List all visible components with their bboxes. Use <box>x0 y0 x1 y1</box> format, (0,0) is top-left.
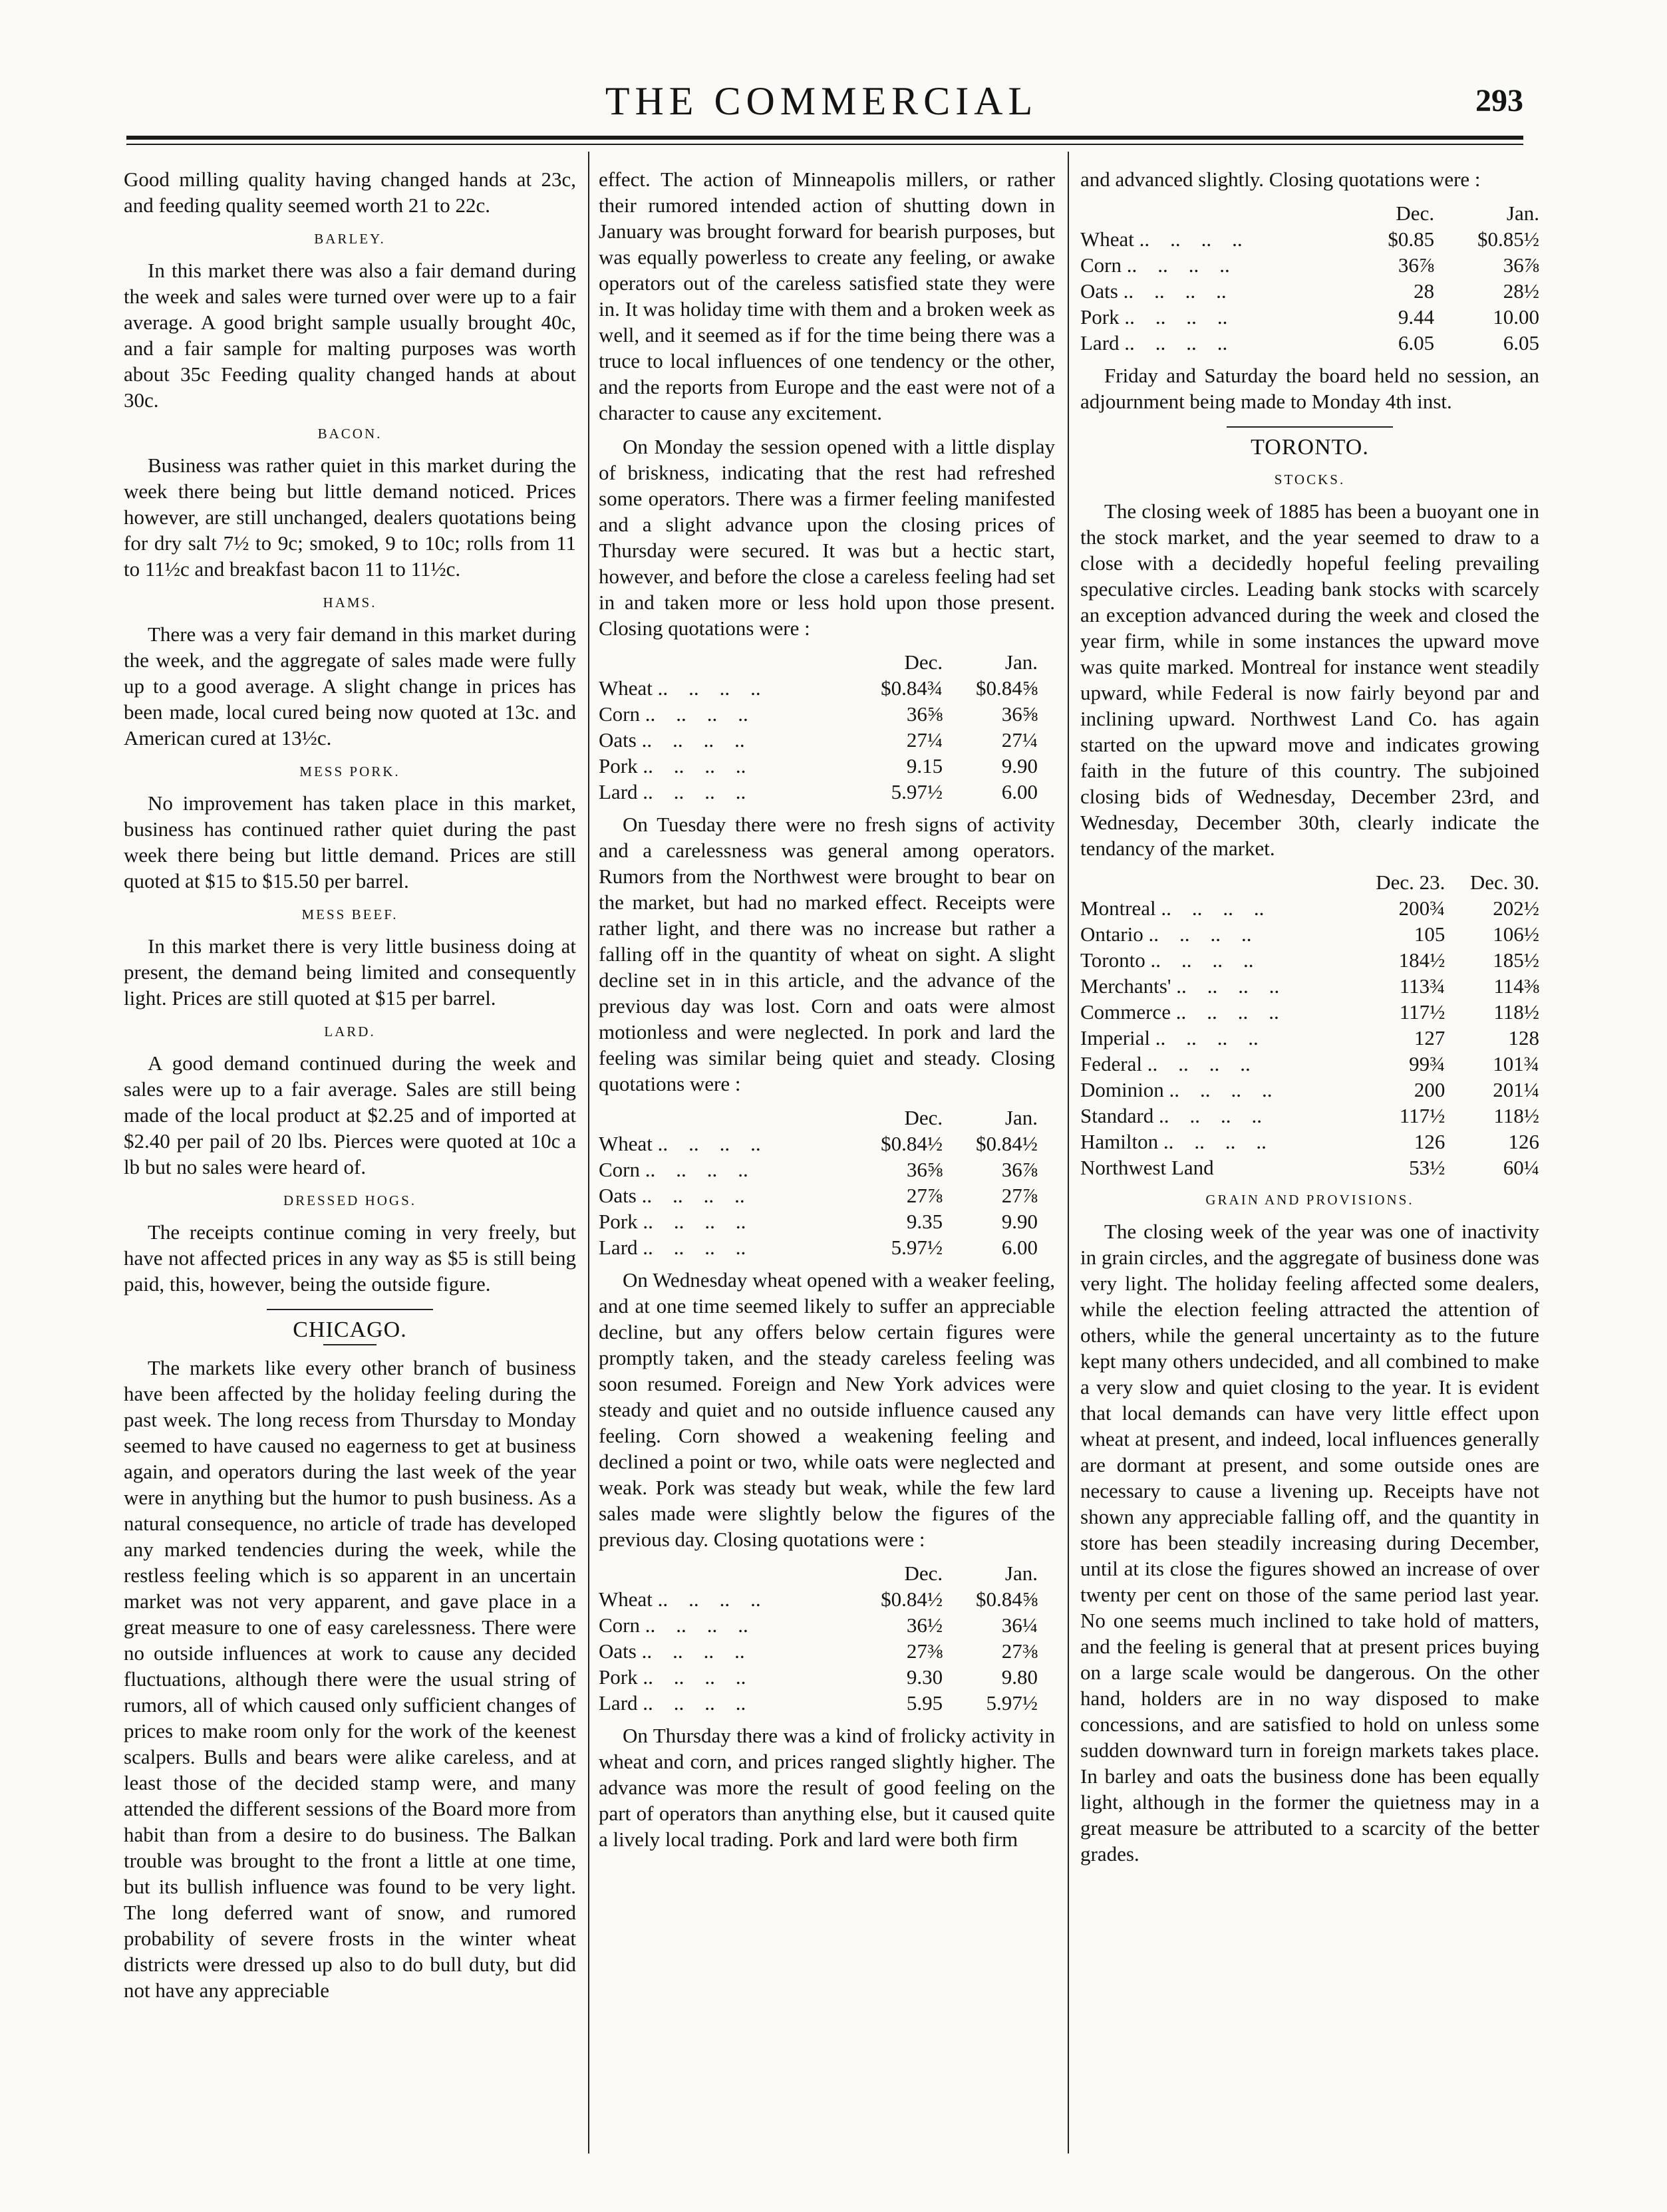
stock-name: Montreal .. .. .. .. <box>1080 897 1265 920</box>
quotation-table <box>599 1105 1038 1260</box>
commodity-name: Oats .. .. .. .. <box>599 728 745 752</box>
leader-dots: .. .. .. .. <box>1171 974 1280 998</box>
leader-dots: .. .. .. .. <box>636 1184 745 1207</box>
jan-price: 36⅝ <box>1001 702 1038 726</box>
section-subhead: GRAIN AND PROVISIONS. <box>1205 1192 1414 1208</box>
bid-dec30: 202½ <box>1493 897 1539 920</box>
bid-dec30: 106½ <box>1493 922 1539 946</box>
table-header-dec: Dec. <box>904 1562 943 1585</box>
table-header-dec23: Dec. 23. <box>1376 871 1445 894</box>
bid-dec23: 117½ <box>1399 1000 1445 1024</box>
dec-price: 5.97½ <box>891 1236 943 1259</box>
table-row <box>599 1234 1038 1260</box>
stock-name: Northwest Land <box>1080 1156 1214 1179</box>
dec-price: $0.84½ <box>881 1132 943 1155</box>
leader-dots: .. .. .. .. <box>1143 922 1252 946</box>
page-number: 293 <box>1475 83 1523 118</box>
bid-dec23: 99¾ <box>1409 1052 1445 1075</box>
stock-name: Commerce .. .. .. .. <box>1080 1000 1279 1024</box>
dec-price: 27⅞ <box>906 1184 943 1207</box>
column-3 <box>1080 166 1539 1875</box>
table-header-spacer <box>599 1560 847 1586</box>
journal-title: THE COMMERCIAL <box>605 79 1038 123</box>
leader-dots: .. .. .. .. <box>1163 1078 1273 1101</box>
leader-dots: .. .. .. .. <box>637 1665 746 1689</box>
paragraph: In this market there is very little business doing at present, the demand being limited and consequently light. Prices are still quoted at $15 per barrel. <box>124 934 576 1010</box>
paragraph: On Wednesday wheat opened with a weaker feeling, and at one time seemed likely to suffer an appreciable decline, but any offers below certain figures were promptly taken, and the steady careless feeling was soon resumed. Foreign and New York advices were steady and quiet and no outside influence caused any feeling. Corn showed a weakening feeling and declined a point or two, while oats were neglected and weak. Pork was steady but weak, while the few lard sales made were slightly below the figures of the previous day. Closing quotations were : <box>599 1268 1055 1551</box>
commodity-name: Pork .. .. .. .. <box>599 1210 746 1233</box>
header-rule-thin <box>126 144 1523 145</box>
paragraph: Friday and Saturday the board held no session, an adjournment being made to Monday 4th inst. <box>1080 364 1539 413</box>
column-1 <box>124 166 576 2011</box>
section-subhead: MESS BEEF. <box>301 906 398 922</box>
jan-price: 28½ <box>1503 279 1539 303</box>
leader-dots: .. .. .. .. <box>1145 948 1254 972</box>
bid-dec30: 128 <box>1508 1026 1539 1049</box>
table-row <box>599 1612 1038 1638</box>
paragraph: The closing week of 1885 has been a buoyant one in the stock market, and the year seemed to draw to a close with a decidedly hopeful feeling prevailing speculative circles. Leading bank stocks with scarcely an exception advanced during the week and closed the year firm, while in some instances the upward move was quite marked. Montreal for instance went steadily upward, while Federal is now fairly beyond par and inclining upward. Northwest Land Co. has again started on the upward move and indicates growing faith in the future of this country. The subjoined closing bids of Wednesday, December 23rd, and Wednesday, December 30th, clearly indicate the tendancy of the market. <box>1080 499 1539 860</box>
stock-bids-table <box>1080 869 1539 1180</box>
leader-dots: .. .. .. .. <box>1122 253 1230 277</box>
leader-dots: .. .. .. .. <box>1155 897 1265 920</box>
bid-dec23: 184½ <box>1398 948 1445 972</box>
table-row <box>599 727 1038 753</box>
table-row <box>1080 1025 1539 1051</box>
table-header-dec: Dec. <box>904 1106 943 1129</box>
paragraph: A good demand continued during the week and sales were up to a fair average. Sales are still being made of the local product at $2.25 and of imported at $2.40 per pail of 20 lbs. Pierces were quoted at 10c a lb but no sales were heard of. <box>124 1051 576 1178</box>
commodity-name: Wheat .. .. .. .. <box>599 1588 761 1611</box>
table-row <box>1080 330 1539 356</box>
stock-name: Merchants' .. .. .. .. <box>1080 974 1280 998</box>
table-row <box>599 1664 1038 1690</box>
commodity-name: Pork .. .. .. .. <box>599 1665 746 1689</box>
quotation-table <box>1080 200 1539 356</box>
bid-dec23: 200¾ <box>1398 897 1445 920</box>
table-row <box>1080 1129 1539 1155</box>
section-rule <box>1227 426 1393 428</box>
section-subhead: LARD. <box>324 1024 376 1039</box>
commodity-name: Pork .. .. .. .. <box>599 754 746 777</box>
section-subhead: BARLEY. <box>314 231 386 247</box>
page-header <box>120 78 1523 132</box>
table-row <box>1080 226 1539 252</box>
bid-dec30: 60¼ <box>1503 1156 1539 1179</box>
leader-dots: .. .. .. .. <box>637 1210 746 1233</box>
table-header-spacer <box>1080 200 1356 226</box>
stock-name: Ontario .. .. .. .. <box>1080 922 1252 946</box>
table-row <box>599 1208 1038 1234</box>
table-header-jan: Jan. <box>1004 1562 1038 1585</box>
table-header-dec30: Dec. 30. <box>1469 871 1539 894</box>
commodity-name: Lard .. .. .. .. <box>599 1691 746 1715</box>
bid-dec30: 185½ <box>1493 948 1539 972</box>
bid-dec30: 118½ <box>1493 1104 1539 1127</box>
stock-name: Hamilton .. .. .. .. <box>1080 1130 1267 1153</box>
table-row <box>1080 999 1539 1025</box>
table-row <box>1080 1051 1539 1077</box>
table-row <box>1080 895 1539 921</box>
commodity-name: Lard .. .. .. .. <box>599 780 746 803</box>
paragraph: The receipts continue coming in very freely, but have not affected prices in any way as $5 is still being paid, this, however, being the outside figure. <box>124 1220 576 1296</box>
leader-dots: .. .. .. .. <box>652 676 761 700</box>
paragraph: On Monday the session opened with a little display of briskness, indicating that the rest had refreshed some operators. There was a firmer feeling manifested and a slight advance upon the closing prices of Thursday were secured. It was but a hectic start, however, and before the close a careless feeling had set in and taken more or less hold upon those present. Closing quotations were : <box>599 435 1055 640</box>
dec-price: $0.85 <box>1388 227 1435 251</box>
table-header-jan: Jan. <box>1004 1106 1038 1129</box>
header-rule-thick <box>126 136 1523 140</box>
leader-dots: .. .. .. .. <box>1158 1130 1267 1153</box>
dec-price: 27⅜ <box>906 1639 943 1663</box>
leader-dots: .. .. .. .. <box>640 702 748 726</box>
commodity-name: Wheat .. .. .. .. <box>599 1132 761 1155</box>
table-row <box>599 1586 1038 1612</box>
dec-price: 36½ <box>906 1613 943 1637</box>
bid-dec23: 105 <box>1414 922 1445 946</box>
jan-price: 27⅜ <box>1001 1639 1038 1663</box>
commodity-name: Lard .. .. .. .. <box>599 1236 746 1259</box>
leader-dots: .. .. .. .. <box>636 1639 745 1663</box>
commodity-name: Wheat .. .. .. .. <box>1080 227 1243 251</box>
paragraph: On Thursday there was a kind of frolicky activity in wheat and corn, and prices ranged slightly higher. The advance was more the result of good feeling on the part of operators than anything else, but it caused quite a lively local trading. Pork and lard were both firm <box>599 1724 1055 1851</box>
stock-name: Toronto .. .. .. .. <box>1080 948 1254 972</box>
jan-price: 6.00 <box>1001 780 1038 803</box>
commodity-name: Corn .. .. .. .. <box>599 1613 748 1637</box>
leader-dots: .. .. .. .. <box>637 1691 746 1715</box>
leader-dots: .. .. .. .. <box>640 1613 748 1637</box>
dec-price: 28 <box>1414 279 1435 303</box>
paragraph: Good milling quality having changed hands at 23c, and feeding quality seemed worth 21 to 22c. <box>124 168 576 217</box>
jan-price: 9.90 <box>1001 1210 1038 1233</box>
jan-price: 27¼ <box>1001 728 1038 752</box>
stock-name: Imperial .. .. .. .. <box>1080 1026 1259 1049</box>
jan-price: 10.00 <box>1493 305 1539 329</box>
dec-price: $0.84¾ <box>881 676 943 700</box>
bid-dec30: 101¾ <box>1493 1052 1539 1075</box>
table-header-jan: Jan. <box>1004 650 1038 674</box>
jan-price: 36⅞ <box>1503 253 1539 277</box>
leader-dots: .. .. .. .. <box>1134 227 1243 251</box>
jan-price: $0.84½ <box>976 1132 1038 1155</box>
table-row <box>599 701 1038 727</box>
jan-price: 36⅞ <box>1001 1158 1038 1181</box>
leader-dots: .. .. .. .. <box>1118 279 1227 303</box>
dec-price: 9.15 <box>906 754 943 777</box>
table-row <box>1080 1077 1539 1103</box>
table-row <box>1080 1155 1539 1180</box>
commodity-name: Corn .. .. .. .. <box>599 702 748 726</box>
stock-name: Federal .. .. .. .. <box>1080 1052 1251 1075</box>
table-row <box>1080 921 1539 947</box>
paragraph: In this market there was also a fair demand during the week and sales were turned over were up to a fair average. A good bright sample usually brought 40c, and a fair sample for malting purposes was worth about 35c Feeding quality changed hands at about 30c. <box>124 259 576 412</box>
section-heading: CHICAGO. <box>293 1317 407 1342</box>
leader-dots: .. .. .. .. <box>1150 1026 1259 1049</box>
commodity-name: Oats .. .. .. .. <box>599 1184 745 1207</box>
jan-price: 9.80 <box>1001 1665 1038 1689</box>
leader-dots: .. .. .. .. <box>637 780 746 803</box>
section-subhead: MESS PORK. <box>299 763 400 779</box>
dec-price: $0.84½ <box>881 1588 943 1611</box>
leader-dots: .. .. .. .. <box>637 1236 746 1259</box>
section-subhead: STOCKS. <box>1274 472 1346 487</box>
leader-dots: .. .. .. .. <box>1119 305 1228 329</box>
jan-price: 9.90 <box>1001 754 1038 777</box>
table-header-dec: Dec. <box>1396 202 1435 225</box>
paragraph: The closing week of the year was one of inactivity in grain circles, and the aggregate of business done was very light. The holiday feeling affected some dealers, while the election feeling attracted the attention of others, while the general uncertainty as to the future kept many others undecided, and all combined to make a very slow and quiet closing to the year. It is evident that local demands can have very little effect upon wheat at present, and indeed, local influences generally are dormant at present, and some outside ones are necessary to cause a livening up. Receipts have not shown any appreciable falling off, and the quantity in store has been steadily increasing during December, until at its close the figures showed an increase of over twenty per cent on those of the same period last year. No one seems much inclined to take hold of matters, and the feeling is general that at present prices buying on a large scale would be dangerous. On the other hand, holders are in no way disposed to make concessions, and are satisfied to hold on unless some sudden downward turn in foreign markets takes place. In barley and oats the business done has been equally light, although in the former the quietness may in a great measure be attributed to a scarcity of the better grades. <box>1080 1220 1539 1866</box>
dec-price: 36⅞ <box>1398 253 1435 277</box>
leader-dots: .. .. .. .. <box>1153 1104 1262 1127</box>
commodity-name: Corn .. .. .. .. <box>1080 253 1230 277</box>
section-subhead: DRESSED HOGS. <box>283 1192 417 1208</box>
table-row <box>1080 304 1539 330</box>
leader-dots: .. .. .. .. <box>652 1132 761 1155</box>
commodity-name: Lard .. .. .. .. <box>1080 331 1228 354</box>
bid-dec23: 200 <box>1414 1078 1445 1101</box>
commodity-name: Oats .. .. .. .. <box>1080 279 1227 303</box>
dec-price: 9.44 <box>1398 305 1435 329</box>
commodity-name: Corn .. .. .. .. <box>599 1158 748 1181</box>
leader-dots: .. .. .. .. <box>1119 331 1228 354</box>
table-row <box>1080 1103 1539 1129</box>
table-header-spacer <box>1080 869 1351 895</box>
leader-dots: .. .. .. .. <box>652 1588 761 1611</box>
table-row <box>1080 973 1539 999</box>
dec-price: 36⅝ <box>906 702 943 726</box>
dec-price: 36⅝ <box>906 1158 943 1181</box>
bid-dec23: 117½ <box>1399 1104 1445 1127</box>
paragraph: On Tuesday there were no fresh signs of activity and a carelessness was general among operators. Rumors from the Northwest were brought to bear on the market, but had no marked effect. Receipts were rather light, and there was no increase but rather a falling off in the quantity of wheat on sight. A slight decline set in in this article, and the advance of the previous day was lost. Corn and oats were almost motionless and were neglected. In pork and lard the feeling was similar being quiet and steady. Closing quotations were : <box>599 813 1055 1095</box>
leader-dots: .. .. .. .. <box>637 754 746 777</box>
table-row <box>599 1182 1038 1208</box>
table-row <box>599 1157 1038 1182</box>
bid-dec30: 114⅜ <box>1493 974 1539 998</box>
jan-price: $0.84⅝ <box>976 676 1038 700</box>
table-header-dec: Dec. <box>904 650 943 674</box>
jan-price: $0.85½ <box>1477 227 1539 251</box>
dec-price: 5.97½ <box>891 780 943 803</box>
quotation-table <box>599 649 1038 805</box>
commodity-name: Pork .. .. .. .. <box>1080 305 1228 329</box>
column-2 <box>599 166 1055 1860</box>
stock-name: Standard .. .. .. .. <box>1080 1104 1262 1127</box>
table-row <box>599 1690 1038 1716</box>
leader-dots: .. .. .. .. <box>1171 1000 1279 1024</box>
bid-dec30: 118½ <box>1493 1000 1539 1024</box>
paragraph: No improvement has taken place in this market, business has continued rather quiet during the past week there being but little demand. Prices are still quoted at $15 to $15.50 per barrel. <box>124 791 576 893</box>
table-row <box>1080 947 1539 973</box>
table-row <box>1080 252 1539 278</box>
jan-price: $0.84⅝ <box>976 1588 1038 1611</box>
dec-price: 9.35 <box>906 1210 943 1233</box>
jan-price: 6.00 <box>1001 1236 1038 1259</box>
bid-dec23: 113¾ <box>1399 974 1445 998</box>
bid-dec30: 201¼ <box>1493 1078 1539 1101</box>
section-heading: TORONTO. <box>1251 435 1369 460</box>
dec-price: 27¼ <box>906 728 943 752</box>
column-divider <box>588 152 589 2153</box>
dec-price: 5.95 <box>906 1691 943 1715</box>
jan-price: 36¼ <box>1001 1613 1038 1637</box>
commodity-name: Wheat .. .. .. .. <box>599 676 761 700</box>
quotation-table <box>599 1560 1038 1716</box>
table-row <box>599 753 1038 779</box>
table-header-spacer <box>599 649 847 675</box>
section-rule <box>323 1344 377 1345</box>
table-row <box>599 675 1038 701</box>
commodity-name: Oats .. .. .. .. <box>599 1639 745 1663</box>
section-subhead: BACON. <box>317 426 382 442</box>
paragraph: Business was rather quiet in this market during the week there being but little demand noticed. Prices however, are still unchanged, dealers quotations being for dry salt 7½ to 9c; smoked, 9 to 10c; rolls from 11 to 11½c and breakfast bacon 11 to 11½c. <box>124 454 576 581</box>
bid-dec30: 126 <box>1508 1130 1539 1153</box>
bid-dec23: 126 <box>1414 1130 1445 1153</box>
jan-price: 6.05 <box>1503 331 1539 354</box>
jan-price: 27⅞ <box>1001 1184 1038 1207</box>
paragraph: The markets like every other branch of business have been affected by the holiday feeling during the past week. The long recess from Thursday to Monday seemed to have caused no eagerness to get at business again, and operators during the last week of the year were in anything but the humor to push business. As a natural consequence, no article of trade has developed any marked tendencies during the week, while the restless feeling which is so apparent in an uncertain market was not very apparent, and gave place in a great measure to one of easy carelessness. There were no outside influences at work to cause any decided fluctuations, although there were the usual string of rumors, all of which caused only sufficient changes of prices to make room only for the work of the keenest scalpers. Bulls and bears were alike careless, and at least those of the decided stamp were, and many attended the different sessions of the Board more from habit than from a desire to do business. The Balkan trouble was brought to the front a little at one time, but its bullish influence was found to be very light. The long deferred want of snow, and rumored probability of severe frosts in the winter wheat districts were dressed up also to do bull duty, but did not have any appreciable <box>124 1356 576 2002</box>
leader-dots: .. .. .. .. <box>636 728 745 752</box>
bid-dec23: 127 <box>1414 1026 1445 1049</box>
section-subhead: HAMS. <box>323 595 377 611</box>
paragraph: effect. The action of Minneapolis millers, or rather their rumored intended action of shutting down in January was brought forward for bearish purposes, but was equally powerless to create any feeling, or awake operators out of the careless satisfied state they were in. It was holiday time with them and a broken week as well, and it seemed as if for the time being there was a truce to local influences of one tendency or the other, and the reports from Europe and the east were not of a character to cause any excitement. <box>599 168 1055 424</box>
bid-dec23: 53½ <box>1409 1156 1445 1179</box>
dec-price: 6.05 <box>1398 331 1435 354</box>
column-divider <box>1068 152 1069 2153</box>
table-header-spacer <box>599 1105 847 1131</box>
table-row <box>599 1131 1038 1157</box>
leader-dots: .. .. .. .. <box>1141 1052 1251 1075</box>
table-header-jan: Jan. <box>1506 202 1539 225</box>
stock-name: Dominion .. .. .. .. <box>1080 1078 1273 1101</box>
dec-price: 9.30 <box>906 1665 943 1689</box>
table-row <box>599 1638 1038 1664</box>
section-rule <box>267 1309 433 1310</box>
leader-dots: .. .. .. .. <box>640 1158 748 1181</box>
jan-price: 5.97½ <box>986 1691 1038 1715</box>
table-row <box>599 779 1038 805</box>
table-row <box>1080 278 1539 304</box>
paragraph: and advanced slightly. Closing quotations were : <box>1080 168 1481 191</box>
paragraph: There was a very fair demand in this market during the week, and the aggregate of sales made were fully up to a good average. A slight change in prices has been made, local cured being now quoted at 13c. and American cured at 13½c. <box>124 622 576 750</box>
